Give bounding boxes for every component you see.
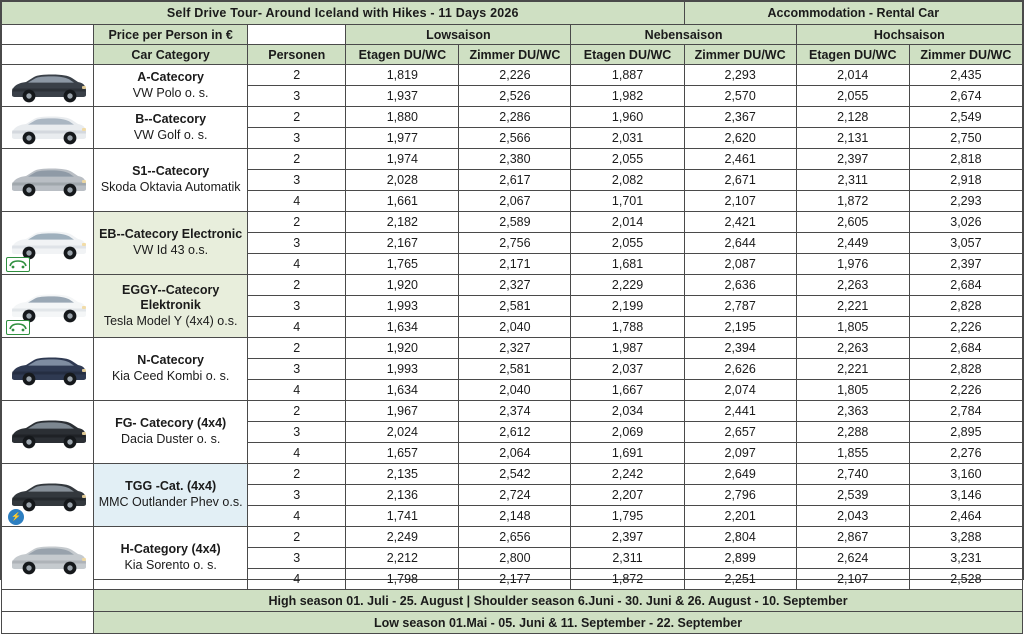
- price-cell-6: 2,549: [909, 107, 1022, 128]
- price-cell-4: 2,251: [684, 569, 796, 590]
- price-cell-4: 2,087: [684, 254, 796, 275]
- car-hatchback-white-icon: [2, 107, 94, 149]
- price-cell-3: 2,055: [571, 233, 684, 254]
- price-cell-1: 1,634: [346, 380, 459, 401]
- car-estate-grey-icon: [2, 149, 94, 212]
- price-cell-5: 2,014: [796, 65, 909, 86]
- price-cell-2: 2,542: [459, 464, 571, 485]
- car-category-cell-7: [94, 401, 248, 464]
- car-model-name: VW Polo o. s.: [132, 85, 209, 100]
- car-category-name: A-Catecory: [137, 69, 204, 84]
- car-tesla-white-icon: [2, 275, 94, 338]
- price-cell-6: 3,288: [909, 527, 1022, 548]
- personen-value: 2: [248, 65, 346, 86]
- price-cell-4: 2,097: [684, 443, 796, 464]
- season-lowsaison: Lowsaison: [346, 25, 571, 45]
- personen-value: 4: [248, 380, 346, 401]
- price-cell-3: 2,229: [571, 275, 684, 296]
- price-cell-1: 1,977: [346, 128, 459, 149]
- price-cell-2: 2,067: [459, 191, 571, 212]
- price-cell-1: 2,135: [346, 464, 459, 485]
- price-cell-5: 2,867: [796, 527, 909, 548]
- price-cell-2: 2,656: [459, 527, 571, 548]
- price-cell-4: 2,461: [684, 149, 796, 170]
- price-cell-2: 2,327: [459, 275, 571, 296]
- price-cell-5: 2,288: [796, 422, 909, 443]
- price-cell-2: 2,589: [459, 212, 571, 233]
- car-category-name: H-Category (4x4): [120, 542, 221, 557]
- table-row: [2, 149, 1023, 170]
- room-type-header-6: Zimmer DU/WC: [909, 45, 1022, 65]
- room-type-header-4: Zimmer DU/WC: [684, 45, 796, 65]
- price-cell-5: 1,855: [796, 443, 909, 464]
- price-cell-6: 3,026: [909, 212, 1022, 233]
- price-cell-1: 2,024: [346, 422, 459, 443]
- price-cell-4: 2,570: [684, 86, 796, 107]
- price-cell-6: 2,828: [909, 296, 1022, 317]
- price-cell-6: 2,684: [909, 275, 1022, 296]
- table-row: [2, 212, 1023, 233]
- car-category-cell-2: [94, 107, 248, 149]
- price-cell-3: 1,982: [571, 86, 684, 107]
- car-category-name: FG- Catecory (4x4): [115, 416, 227, 431]
- plugin-hybrid-badge-icon: ⚡: [8, 509, 24, 525]
- price-cell-3: 2,199: [571, 296, 684, 317]
- price-cell-4: 2,367: [684, 107, 796, 128]
- car-model-name: Tesla Model Y (4x4) o.s.: [103, 313, 238, 328]
- personen-value: 4: [248, 191, 346, 212]
- price-cell-4: 2,787: [684, 296, 796, 317]
- car-model-name: Skoda Oktavia Automatik: [100, 180, 241, 194]
- price-cell-2: 2,526: [459, 86, 571, 107]
- price-cell-5: 2,055: [796, 86, 909, 107]
- price-cell-2: 2,380: [459, 149, 571, 170]
- price-cell-5: 2,539: [796, 485, 909, 506]
- price-cell-6: 2,226: [909, 380, 1022, 401]
- price-cell-1: 1,765: [346, 254, 459, 275]
- car-category-cell-6: [94, 338, 248, 401]
- personen-value: 3: [248, 128, 346, 149]
- price-cell-6: 2,750: [909, 128, 1022, 149]
- price-cell-5: 2,449: [796, 233, 909, 254]
- price-cell-2: 2,724: [459, 485, 571, 506]
- price-cell-5: 2,263: [796, 275, 909, 296]
- price-cell-2: 2,327: [459, 338, 571, 359]
- electric-vehicle-badge-icon: [6, 320, 30, 335]
- price-cell-2: 2,226: [459, 65, 571, 86]
- season-dates-low: Low season 01.Mai - 05. Juni & 11. September - 22. September: [94, 612, 1023, 634]
- car-suv-silver-icon: [2, 527, 94, 590]
- spacer-cell-3: [2, 45, 94, 65]
- personen-value: 3: [248, 359, 346, 380]
- price-cell-3: 1,691: [571, 443, 684, 464]
- footer-row-1: [2, 590, 1023, 612]
- car-model-name: MMC Outlander Phev o.s.: [98, 495, 243, 509]
- car-category-name: EB--Catecory Electronic: [99, 227, 243, 242]
- price-cell-6: 2,674: [909, 86, 1022, 107]
- price-cell-4: 2,649: [684, 464, 796, 485]
- spacer-cell: [2, 25, 94, 45]
- price-cell-3: 1,795: [571, 506, 684, 527]
- price-cell-4: 2,201: [684, 506, 796, 527]
- price-cell-4: 2,195: [684, 317, 796, 338]
- price-cell-5: 2,624: [796, 548, 909, 569]
- personen-value: 3: [248, 170, 346, 191]
- price-cell-6: 3,231: [909, 548, 1022, 569]
- price-cell-3: 2,242: [571, 464, 684, 485]
- price-cell-3: 1,788: [571, 317, 684, 338]
- table-row: [2, 107, 1023, 128]
- table-row: [2, 275, 1023, 296]
- price-cell-1: 1,993: [346, 359, 459, 380]
- price-cell-3: 2,055: [571, 149, 684, 170]
- price-cell-1: 1,657: [346, 443, 459, 464]
- car-suv-dark-icon: [2, 65, 94, 107]
- price-cell-1: 1,798: [346, 569, 459, 590]
- price-cell-6: 3,057: [909, 233, 1022, 254]
- personen-value: 3: [248, 296, 346, 317]
- price-cell-1: 1,880: [346, 107, 459, 128]
- price-cell-4: 2,899: [684, 548, 796, 569]
- price-cell-2: 2,040: [459, 380, 571, 401]
- price-cell-4: 2,626: [684, 359, 796, 380]
- personen-header: Personen: [248, 45, 346, 65]
- price-cell-6: 2,226: [909, 317, 1022, 338]
- personen-value: 3: [248, 548, 346, 569]
- price-cell-3: 2,069: [571, 422, 684, 443]
- car-category-cell-9: [94, 527, 248, 590]
- table-row: [2, 338, 1023, 359]
- price-cell-6: 2,528: [909, 569, 1022, 590]
- personen-value: 3: [248, 86, 346, 107]
- price-cell-3: 2,311: [571, 548, 684, 569]
- price-cell-5: 2,128: [796, 107, 909, 128]
- car-model-name: Kia Sorento o. s.: [124, 558, 217, 572]
- price-cell-4: 2,671: [684, 170, 796, 191]
- price-cell-2: 2,171: [459, 254, 571, 275]
- price-cell-2: 2,581: [459, 296, 571, 317]
- price-cell-2: 2,617: [459, 170, 571, 191]
- price-cell-1: 1,967: [346, 401, 459, 422]
- price-cell-1: 2,212: [346, 548, 459, 569]
- room-type-header-2: Zimmer DU/WC: [459, 45, 571, 65]
- price-cell-1: 1,993: [346, 296, 459, 317]
- price-cell-1: 1,937: [346, 86, 459, 107]
- column-header-row: [2, 45, 1023, 65]
- price-cell-4: 2,636: [684, 275, 796, 296]
- price-cell-5: 2,605: [796, 212, 909, 233]
- car-model-name: Kia Ceed Kombi o. s.: [111, 369, 230, 383]
- car-wagon-blue-icon: [2, 338, 94, 401]
- price-cell-3: 2,397: [571, 527, 684, 548]
- price-cell-3: 1,887: [571, 65, 684, 86]
- spacer-cell-2: [248, 25, 346, 45]
- price-cell-2: 2,581: [459, 359, 571, 380]
- personen-value: 2: [248, 275, 346, 296]
- accommodation-label: Accommodation - Rental Car: [684, 2, 1022, 25]
- price-cell-6: 2,828: [909, 359, 1022, 380]
- car-suv-phev-icon: [2, 464, 94, 527]
- price-cell-3: 2,034: [571, 401, 684, 422]
- personen-value: 2: [248, 149, 346, 170]
- car-model-name: VW Golf o. s.: [133, 127, 208, 142]
- price-cell-2: 2,800: [459, 548, 571, 569]
- car-category-header: Car Category: [94, 45, 248, 65]
- electric-vehicle-badge-icon: [6, 257, 30, 272]
- price-cell-6: 2,895: [909, 422, 1022, 443]
- personen-value: 3: [248, 233, 346, 254]
- price-cell-6: 2,818: [909, 149, 1022, 170]
- personen-value: 4: [248, 254, 346, 275]
- price-cell-1: 2,136: [346, 485, 459, 506]
- car-category-name: EGGY--Catecory Elektronik: [122, 282, 220, 313]
- price-cell-5: 2,221: [796, 359, 909, 380]
- personen-value: 4: [248, 506, 346, 527]
- car-category-cell-5: [94, 275, 248, 338]
- table-row: [2, 401, 1023, 422]
- price-cell-6: 2,397: [909, 254, 1022, 275]
- car-category-name: N-Catecory: [137, 353, 204, 368]
- personen-value: 4: [248, 569, 346, 590]
- price-cell-3: 1,667: [571, 380, 684, 401]
- price-cell-1: 1,741: [346, 506, 459, 527]
- price-cell-5: 2,363: [796, 401, 909, 422]
- price-cell-5: 2,221: [796, 296, 909, 317]
- price-cell-1: 1,974: [346, 149, 459, 170]
- price-cell-5: 1,805: [796, 317, 909, 338]
- price-cell-2: 2,177: [459, 569, 571, 590]
- car-category-name: B--Catecory: [135, 111, 207, 126]
- personen-value: 2: [248, 527, 346, 548]
- price-cell-3: 1,681: [571, 254, 684, 275]
- personen-value: 2: [248, 464, 346, 485]
- price-cell-2: 2,612: [459, 422, 571, 443]
- price-cell-5: 1,976: [796, 254, 909, 275]
- price-cell-6: 2,684: [909, 338, 1022, 359]
- price-cell-3: 1,701: [571, 191, 684, 212]
- title-row: [2, 2, 1023, 25]
- price-cell-3: 2,014: [571, 212, 684, 233]
- price-cell-2: 2,148: [459, 506, 571, 527]
- price-cell-1: 1,819: [346, 65, 459, 86]
- price-cell-3: 1,960: [571, 107, 684, 128]
- price-cell-4: 2,804: [684, 527, 796, 548]
- price-cell-1: 1,661: [346, 191, 459, 212]
- price-per-person-label: Price per Person in €: [94, 25, 248, 45]
- price-cell-3: 2,037: [571, 359, 684, 380]
- price-cell-3: 2,031: [571, 128, 684, 149]
- footer-spacer-2: [2, 612, 94, 634]
- price-cell-5: 1,872: [796, 191, 909, 212]
- price-cell-2: 2,064: [459, 443, 571, 464]
- season-dates-high: High season 01. Juli - 25. August | Shoulder season 6.Juni - 30. Juni & 26. August - 10. September: [94, 590, 1023, 612]
- table-row: [2, 464, 1023, 485]
- price-cell-4: 2,620: [684, 128, 796, 149]
- price-cell-4: 2,644: [684, 233, 796, 254]
- price-cell-2: 2,040: [459, 317, 571, 338]
- car-suv-black-icon: [2, 401, 94, 464]
- price-cell-4: 2,107: [684, 191, 796, 212]
- price-cell-1: 2,249: [346, 527, 459, 548]
- personen-value: 2: [248, 338, 346, 359]
- price-cell-3: 1,872: [571, 569, 684, 590]
- price-cell-2: 2,286: [459, 107, 571, 128]
- price-cell-4: 2,074: [684, 380, 796, 401]
- table-row: [2, 65, 1023, 86]
- footer-spacer-1: [2, 590, 94, 612]
- price-cell-5: 2,263: [796, 338, 909, 359]
- personen-value: 2: [248, 107, 346, 128]
- price-cell-6: 2,918: [909, 170, 1022, 191]
- price-cell-2: 2,756: [459, 233, 571, 254]
- personen-value: 2: [248, 401, 346, 422]
- price-cell-1: 1,920: [346, 275, 459, 296]
- car-electric-white-icon: [2, 212, 94, 275]
- price-cell-1: 2,028: [346, 170, 459, 191]
- price-cell-5: 2,311: [796, 170, 909, 191]
- car-category-cell-1: [94, 65, 248, 107]
- price-cell-4: 2,796: [684, 485, 796, 506]
- personen-value: 2: [248, 212, 346, 233]
- price-cell-1: 2,167: [346, 233, 459, 254]
- price-cell-5: 2,397: [796, 149, 909, 170]
- season-nebensaison: Nebensaison: [571, 25, 796, 45]
- price-cell-5: 1,805: [796, 380, 909, 401]
- personen-value: 3: [248, 485, 346, 506]
- page-title: Self Drive Tour- Around Iceland with Hikes - 11 Days 2026: [2, 2, 685, 25]
- price-cell-6: 3,160: [909, 464, 1022, 485]
- car-category-name: TGG -Cat. (4x4): [125, 479, 217, 494]
- car-category-cell-4: [94, 212, 248, 275]
- personen-value: 4: [248, 317, 346, 338]
- car-category-cell-3: [94, 149, 248, 212]
- price-cell-2: 2,566: [459, 128, 571, 149]
- price-cell-4: 2,421: [684, 212, 796, 233]
- price-cell-5: 2,131: [796, 128, 909, 149]
- price-cell-5: 2,740: [796, 464, 909, 485]
- car-category-cell-8: [94, 464, 248, 527]
- car-category-name: S1--Catecory: [132, 164, 210, 179]
- season-header-row: [2, 25, 1023, 45]
- price-cell-1: 2,182: [346, 212, 459, 233]
- price-cell-1: 1,920: [346, 338, 459, 359]
- car-model-name: VW Id 43 o.s.: [133, 243, 209, 257]
- price-cell-3: 1,987: [571, 338, 684, 359]
- table-row: [2, 527, 1023, 548]
- room-type-header-1: Etagen DU/WC: [346, 45, 459, 65]
- price-cell-5: 2,043: [796, 506, 909, 527]
- car-model-name: Dacia Duster o. s.: [120, 432, 221, 446]
- price-cell-1: 1,634: [346, 317, 459, 338]
- personen-value: 3: [248, 422, 346, 443]
- personen-value: 4: [248, 443, 346, 464]
- season-hochsaison: Hochsaison: [796, 25, 1022, 45]
- price-cell-6: 2,435: [909, 65, 1022, 86]
- price-cell-6: 3,146: [909, 485, 1022, 506]
- price-cell-6: 2,276: [909, 443, 1022, 464]
- price-cell-5: 2,107: [796, 569, 909, 590]
- room-type-header-3: Etagen DU/WC: [571, 45, 684, 65]
- room-type-header-5: Etagen DU/WC: [796, 45, 909, 65]
- price-cell-4: 2,657: [684, 422, 796, 443]
- price-table: [1, 1, 1023, 634]
- price-cell-2: 2,374: [459, 401, 571, 422]
- price-cell-4: 2,441: [684, 401, 796, 422]
- footer-row-2: [2, 612, 1023, 634]
- price-cell-6: 2,784: [909, 401, 1022, 422]
- price-cell-4: 2,293: [684, 65, 796, 86]
- price-cell-6: 2,464: [909, 506, 1022, 527]
- price-cell-3: 2,207: [571, 485, 684, 506]
- price-cell-6: 2,293: [909, 191, 1022, 212]
- price-cell-3: 2,082: [571, 170, 684, 191]
- price-cell-4: 2,394: [684, 338, 796, 359]
